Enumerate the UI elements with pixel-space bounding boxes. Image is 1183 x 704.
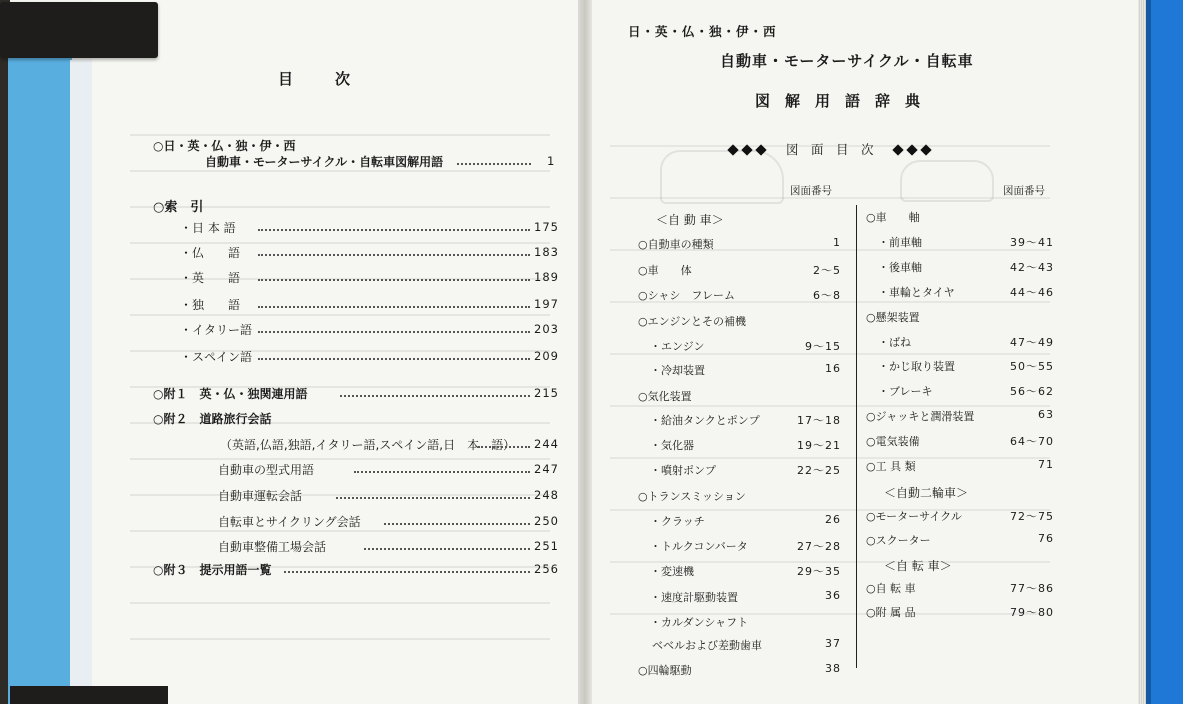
spine-strip xyxy=(70,60,92,704)
book-title: 自動車・モーターサイクル・自転車 xyxy=(720,52,974,70)
figure-number: 36 xyxy=(825,589,841,602)
figure-index-label: ・前車軸 xyxy=(878,236,922,249)
book-cover-right xyxy=(1146,0,1183,704)
toc-page-number: 256 xyxy=(534,562,559,576)
toc-leader-dots xyxy=(284,571,530,573)
figure-number: 76 xyxy=(1038,532,1054,545)
toc-heading: 目 次 xyxy=(278,70,355,88)
toc-entry-label: （英語,仏語,独語,イタリー語,スペイン語,日 本 語） xyxy=(220,438,516,452)
figure-index-label: ○車 体 xyxy=(638,264,692,277)
figure-number: 6〜8 xyxy=(813,289,841,302)
toc-leader-dots xyxy=(258,254,530,256)
figure-number: 56〜62 xyxy=(1010,385,1054,398)
diamond-icon xyxy=(893,144,904,155)
toc-page-number: 189 xyxy=(534,270,559,284)
figure-number: 29〜35 xyxy=(797,565,841,578)
figure-number: 79〜80 xyxy=(1010,606,1054,619)
figure-number: 2〜5 xyxy=(813,264,841,277)
figure-number: 22〜25 xyxy=(797,464,841,477)
cover-shadow xyxy=(1146,0,1151,704)
toc-page-number: 203 xyxy=(534,322,559,336)
figure-number: 19〜21 xyxy=(797,439,841,452)
toc-entry-label: 自動車運転会話 xyxy=(218,489,303,503)
figure-index-label: ・ブレーキ xyxy=(878,385,933,398)
figure-number: 42〜43 xyxy=(1010,261,1054,274)
figure-index-label: ・給油タンクとポンプ xyxy=(650,414,760,427)
figure-index-label: ○トランスミッション xyxy=(638,490,746,503)
toc-leader-dots xyxy=(258,331,530,333)
figure-index-label: ○ジャッキと潤滑装置 xyxy=(866,410,975,423)
toc-leader-dots xyxy=(258,306,530,308)
diamond-icon xyxy=(741,144,752,155)
figure-index-label: ・クラッチ xyxy=(650,515,705,528)
diamond-icon xyxy=(755,144,766,155)
figure-index-label: ・かじ取り装置 xyxy=(878,360,955,373)
figure-number: 44〜46 xyxy=(1010,286,1054,299)
figure-category: ＜自動二輪車＞ xyxy=(884,486,969,500)
figure-index-label: ○シャシ フレーム xyxy=(638,289,735,302)
figure-number: 39〜41 xyxy=(1010,236,1054,249)
diamond-icon xyxy=(907,144,918,155)
toc-entry-label: ・独 語 xyxy=(180,298,241,312)
toc-leader-dots xyxy=(364,548,530,550)
diamond-icon xyxy=(921,144,932,155)
figure-index-label: ・噴射ポンプ xyxy=(650,464,716,477)
toc-entry-label: ○索 引 xyxy=(153,200,204,215)
figure-number: 72〜75 xyxy=(1010,510,1054,523)
figure-index-label: ○自動車の種類 xyxy=(638,238,714,251)
toc-page-number: 175 xyxy=(534,220,559,234)
figure-number: 17〜18 xyxy=(797,414,841,427)
languages-line: 日・英・仏・独・伊・西 xyxy=(628,24,777,39)
figure-index-label: ・後車軸 xyxy=(878,261,922,274)
figure-index-label: ○電気装備 xyxy=(866,435,920,448)
figure-index-label: ・ばね xyxy=(878,336,911,349)
toc-page-number: 247 xyxy=(534,462,559,476)
figure-number: 9〜15 xyxy=(805,340,841,353)
toc-entry-label: ○附３ 提示用語一覧 xyxy=(153,563,272,577)
figure-index-label: ○工 具 類 xyxy=(866,460,916,473)
toc-entry-label: ・仏 語 xyxy=(180,246,241,260)
col-header-right: 図面番号 xyxy=(1003,185,1045,197)
toc-entry-label: ・スペイン語 xyxy=(180,350,253,364)
toc-entry-label: 自転車とサイクリング会話 xyxy=(218,515,361,529)
bleed-through-car-sketch-2 xyxy=(900,160,994,202)
toc-entry-label: 自動車の型式用語 xyxy=(218,463,315,477)
figure-number: 77〜86 xyxy=(1010,582,1054,595)
figure-index-label: ・気化器 xyxy=(650,439,694,452)
figure-index-label: ○附 属 品 xyxy=(866,606,916,619)
toc-page-number: 183 xyxy=(534,245,559,259)
section-title: 図 面 目 次 xyxy=(785,142,874,157)
section-header xyxy=(726,140,933,158)
figure-index-label: ・車輪とタイヤ xyxy=(878,286,955,299)
toc-entry-label: 自動車整備工場会話 xyxy=(218,540,327,554)
figure-index-label: ○気化装置 xyxy=(638,390,692,403)
figure-index-label: ○四輪駆動 xyxy=(638,664,692,677)
toc-page-number: 248 xyxy=(534,488,559,502)
toc-leader-dots xyxy=(340,395,530,397)
figure-number: 26 xyxy=(825,513,841,526)
toc-leader-dots xyxy=(478,446,530,448)
figure-index-label: ・変速機 xyxy=(650,565,694,578)
figure-index-label: ○懸架装置 xyxy=(866,311,920,324)
figure-index-label: ○車 軸 xyxy=(866,211,920,224)
figure-number: 47〜49 xyxy=(1010,336,1054,349)
toc-leader-dots xyxy=(336,497,530,499)
book-gutter xyxy=(578,0,592,704)
toc-entry-label: ○日・英・仏・独・伊・西 xyxy=(153,139,296,153)
diamond-icon xyxy=(727,144,738,155)
binder-clip-top xyxy=(0,2,158,58)
figure-number: 16 xyxy=(825,362,841,375)
figure-index-label: ベベルおよび差動歯車 xyxy=(652,639,762,652)
figure-number: 1 xyxy=(833,236,841,249)
toc-page-number: 215 xyxy=(534,386,559,400)
figure-number: 27〜28 xyxy=(797,540,841,553)
figure-index-label: ・速度計駆動装置 xyxy=(650,591,738,604)
toc-entry-label: ○附２ 道路旅行会話 xyxy=(153,412,272,426)
toc-leader-dots xyxy=(384,523,530,525)
figure-category: ＜自 動 車＞ xyxy=(656,213,724,227)
toc-page-number: 250 xyxy=(534,514,559,528)
toc-leader-dots xyxy=(354,471,530,473)
figure-index-label: ○モーターサイクル xyxy=(866,510,962,523)
toc-page-number: 209 xyxy=(534,349,559,363)
figure-index-label: ○自 転 車 xyxy=(866,582,916,595)
toc-entry-label: 自動車・モーターサイクル・自転車図解用語 xyxy=(205,155,444,169)
toc-entry-label: ・イタリー語 xyxy=(180,323,253,337)
figure-number: 37 xyxy=(825,637,841,650)
toc-entry-label: ・日 本 語 xyxy=(180,221,236,235)
toc-page-number: 1 xyxy=(547,154,556,168)
figure-index-label: ・冷却装置 xyxy=(650,364,705,377)
figure-category: ＜自 転 車＞ xyxy=(884,559,952,573)
toc-leader-dots xyxy=(258,358,530,360)
col-header-left: 図面番号 xyxy=(790,185,832,197)
figure-index-label: ・カルダンシャフト xyxy=(650,616,749,629)
toc-entry-label: ・英 語 xyxy=(180,271,241,285)
toc-entry-label: ○附１ 英・仏・独関連用語 xyxy=(153,387,308,401)
column-divider xyxy=(856,205,857,668)
toc-page-number: 251 xyxy=(534,539,559,553)
book-subtitle: 図 解 用 語 辞 典 xyxy=(755,92,921,110)
book-cover-spine xyxy=(8,52,72,704)
figure-number: 71 xyxy=(1038,458,1054,471)
toc-page-number: 244 xyxy=(534,437,559,451)
figure-number: 38 xyxy=(825,662,841,675)
figure-index-label: ○エンジンとその補機 xyxy=(638,315,747,328)
figure-index-label: ・エンジン xyxy=(650,340,705,353)
binder-clip-bottom xyxy=(10,686,168,704)
toc-page-number: 197 xyxy=(534,297,559,311)
toc-leader-dots xyxy=(457,163,531,165)
figure-number: 64〜70 xyxy=(1010,435,1054,448)
toc-leader-dots xyxy=(258,279,530,281)
toc-leader-dots xyxy=(258,229,530,231)
figure-number: 63 xyxy=(1038,408,1054,421)
figure-number: 50〜55 xyxy=(1010,360,1054,373)
bleed-through-car-sketch xyxy=(660,150,784,204)
figure-index-label: ・トルクコンバータ xyxy=(650,540,748,553)
figure-index-label: ○スクーター xyxy=(866,534,931,547)
